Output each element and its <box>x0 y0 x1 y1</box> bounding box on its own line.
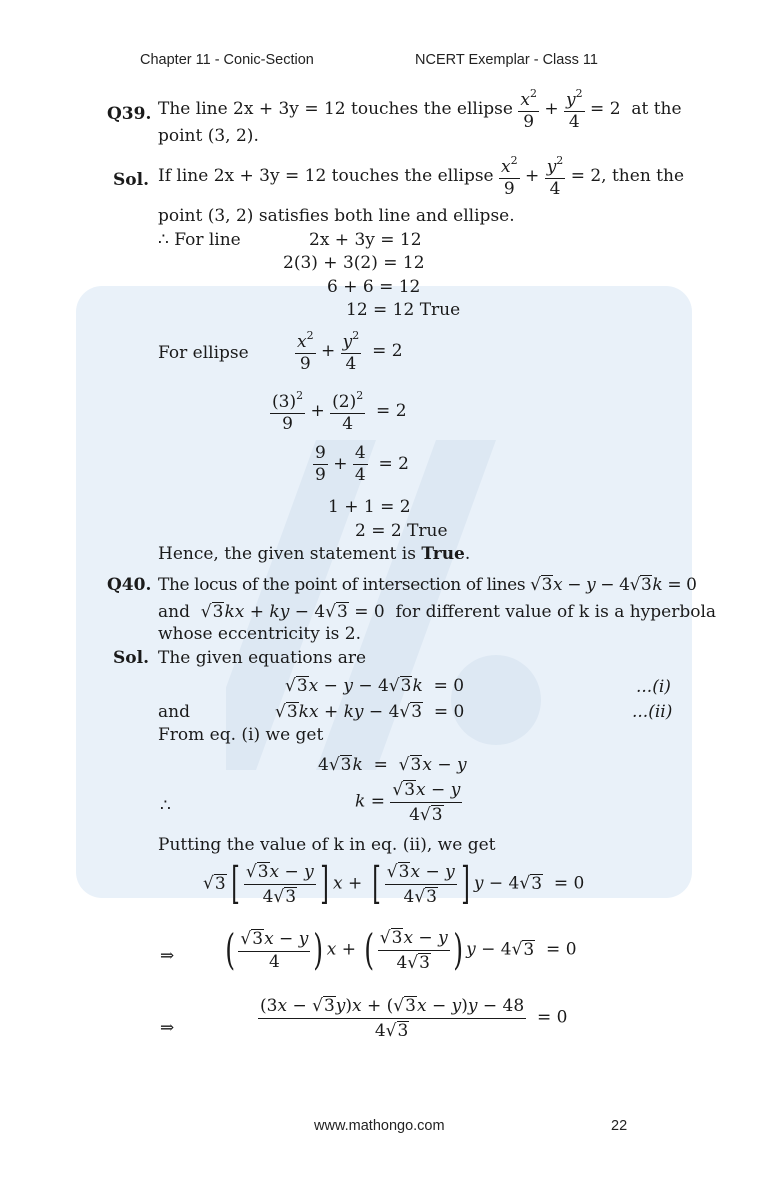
therefore-symbol: ∴ <box>160 796 171 816</box>
eq-sub-3: $\frac{(3x - √3y)x + (√3x - y)y - 48}{4√3}$ = 0 <box>260 996 568 1041</box>
ellipse-eq-1: $\frac{x^2}{9}$ + $\frac{y^2}{4}$ = 2 <box>297 329 403 374</box>
eq-k-2: k = $\frac{√3x - y}{4√3}$ <box>355 780 461 825</box>
sol40-given: The given equations are <box>158 648 367 668</box>
ellipse-eq-3: $\frac{9}{9}$ + $\frac{4}{4}$ = 2 <box>315 443 409 485</box>
q40-line1: The locus of the point of intersection of lines √3x − y − 4√3k = 0 <box>158 575 697 595</box>
fraction: $\frac{x^2}{9}$ <box>520 87 537 132</box>
for-line-label: ∴ For line <box>158 230 241 250</box>
header-chapter: Chapter 11 - Conic-Section <box>140 52 314 68</box>
fraction: $\frac{x^2}{9}$ <box>501 154 518 199</box>
sol39-label: Sol. <box>113 170 149 190</box>
putting-line: Putting the value of k in eq. (ii), we get <box>158 835 496 855</box>
eq-i: √3x − y − 4√3k = 0 <box>285 676 465 696</box>
line-eq-4: 12 = 12 True <box>346 300 461 320</box>
q39-line2: point (3, 2). <box>158 126 259 146</box>
ellipse-eq-2: $\frac{(3)^2}{9}$ + $\frac{(2)^2}{4}$ = 2 <box>272 389 407 434</box>
for-ellipse-label: For ellipse <box>158 343 249 363</box>
sol40-label: Sol. <box>113 648 149 668</box>
q40-label: Q40. <box>107 575 152 595</box>
from-eq-label: From eq. (i) we get <box>158 725 324 745</box>
header-book: NCERT Exemplar - Class 11 <box>415 52 598 68</box>
eq-ii: √3kx + ky − 4√3 = 0 <box>275 702 465 722</box>
eq-i-tag: ...(i) <box>636 677 671 697</box>
q40-line3: whose eccentricity is 2. <box>158 624 362 644</box>
ellipse-eq-4: 1 + 1 = 2 <box>328 497 411 517</box>
sol39-line2: point (3, 2) satisfies both line and ellipse. <box>158 206 515 226</box>
implies-1: ⇒ <box>160 946 175 966</box>
eq-sub-2: ( $\frac{√3x - y}{4}$ ) x + ( $\frac{√3x - y}{4√3}$ ) y − 4√3 = 0 <box>225 925 577 975</box>
line-eq-1: 2x + 3y = 12 <box>309 230 422 250</box>
footer-url: www.mathongo.com <box>314 1118 445 1134</box>
ellipse-eq-5: 2 = 2 True <box>355 521 448 541</box>
line-eq-3: 6 + 6 = 12 <box>327 277 421 297</box>
eq-k-1: 4√3k = √3x − y <box>318 755 467 775</box>
q40-line2: and √3kx + ky − 4√3 = 0 for different value of k is a hyperbola <box>158 602 717 622</box>
eq-ii-tag: ...(ii) <box>632 702 673 722</box>
implies-2: ⇒ <box>160 1018 175 1038</box>
q39-label: Q39. <box>107 104 152 124</box>
eq-sub-1: √3 [ $\frac{√3x - y}{4√3}$ ] x + [ $\frac{√3x - y}{4√3}$ ] y − 4√3 = 0 <box>203 858 585 910</box>
q39-text: The line 2x + 3y = 12 touches the ellipse $\frac{x^2}{9}$ + $\frac{y^2}{4}$ = 2 at the <box>158 87 682 132</box>
line-eq-2: 2(3) + 3(2) = 12 <box>283 253 425 273</box>
sol39-text: If line 2x + 3y = 12 touches the ellipse $\frac{x^2}{9}$ + $\frac{y^2}{4}$ = 2, then the <box>158 154 685 199</box>
and-label: and <box>158 702 190 722</box>
fraction: $\frac{y^2}{4}$ <box>566 87 583 132</box>
hence-line: Hence, the given statement is True. <box>158 544 471 564</box>
fraction: $\frac{y^2}{4}$ <box>546 154 564 199</box>
page-number: 22 <box>611 1118 628 1134</box>
